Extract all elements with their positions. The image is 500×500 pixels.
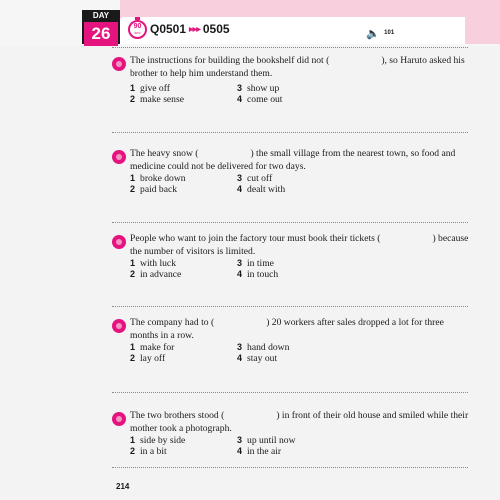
- option-text: hand down: [247, 342, 290, 353]
- option-1[interactable]: [130, 258, 176, 269]
- option-text: in the air: [247, 446, 282, 457]
- option-text: make sense: [140, 94, 184, 105]
- divider: [112, 306, 468, 307]
- question-text-before: The company had to (: [130, 317, 215, 328]
- option-1[interactable]: [130, 342, 174, 353]
- question-text-before: The two brothers stood (: [130, 410, 225, 421]
- option-1[interactable]: [130, 173, 186, 184]
- range-end: 0505: [202, 22, 230, 36]
- option-text: make for: [140, 342, 175, 353]
- timer-value: 90: [133, 23, 142, 30]
- option-4[interactable]: [237, 184, 285, 195]
- option-3[interactable]: [237, 258, 274, 269]
- option-number: 4: [237, 94, 243, 104]
- option-number: 1: [130, 258, 136, 268]
- option-text: paid back: [140, 184, 178, 195]
- timer-unit: sec: [134, 30, 141, 35]
- question-number-icon: [112, 412, 126, 426]
- option-number: 3: [237, 83, 243, 93]
- question-text: [130, 317, 470, 342]
- option-3[interactable]: [237, 173, 272, 184]
- page-number: 214: [116, 482, 130, 491]
- day-number: 26: [91, 24, 111, 43]
- option-number: 2: [130, 353, 136, 363]
- option-number: 4: [237, 446, 243, 456]
- option-text: broke down: [140, 173, 186, 184]
- question-text-after: ) the small village from the nearest town, so food and medicine could not be delivered for two days.: [130, 148, 456, 172]
- question-text: [130, 148, 470, 173]
- question-number-icon: [112, 319, 126, 333]
- option-3[interactable]: [237, 435, 296, 446]
- option-text: in time: [247, 258, 274, 269]
- question-text-after: ) 20 workers after sales dropped a lot for three months in a row.: [130, 317, 444, 341]
- option-number: 2: [130, 94, 136, 104]
- question-text-after: ), so Haruto asked his brother to help him understand them.: [130, 55, 465, 79]
- arrows-icon: ▶▶▶: [189, 27, 200, 34]
- option-text: lay off: [140, 353, 166, 364]
- divider: [112, 132, 468, 133]
- option-2[interactable]: [130, 269, 181, 280]
- divider: [112, 392, 468, 393]
- option-4[interactable]: [237, 353, 277, 364]
- option-1[interactable]: [130, 83, 170, 94]
- option-text: side by side: [140, 435, 186, 446]
- option-3[interactable]: [237, 342, 289, 353]
- option-2[interactable]: [130, 353, 165, 364]
- question-text-after: ) because the number of visitors is limited.: [130, 233, 469, 257]
- option-3[interactable]: [237, 83, 279, 94]
- option-number: 3: [237, 258, 243, 268]
- question-range: [150, 22, 230, 36]
- question-text: [130, 410, 470, 435]
- stopwatch-icon: [128, 20, 147, 39]
- question-text-before: The heavy snow (: [130, 148, 199, 159]
- option-text: stay out: [247, 353, 278, 364]
- option-number: 1: [130, 173, 136, 183]
- option-number: 3: [237, 435, 243, 445]
- option-text: in advance: [140, 269, 182, 280]
- option-number: 4: [237, 353, 243, 363]
- option-number: 4: [237, 269, 243, 279]
- option-text: with luck: [140, 258, 176, 269]
- option-number: 3: [237, 342, 243, 352]
- option-number: 2: [130, 184, 136, 194]
- speaker-icon: 🔈: [366, 28, 380, 40]
- option-text: up until now: [247, 435, 296, 446]
- option-2[interactable]: [130, 446, 167, 457]
- option-number: 1: [130, 83, 136, 93]
- option-4[interactable]: [237, 446, 281, 457]
- option-2[interactable]: [130, 94, 184, 105]
- question-number-icon: [112, 235, 126, 249]
- question-text-before: The instructions for building the bookshelf did not (: [130, 55, 330, 66]
- question-number-icon: [112, 150, 126, 164]
- option-text: show up: [247, 83, 280, 94]
- option-1[interactable]: [130, 435, 185, 446]
- option-text: give off: [140, 83, 170, 94]
- option-number: 1: [130, 342, 136, 352]
- option-number: 4: [237, 184, 243, 194]
- option-text: in a bit: [140, 446, 167, 457]
- option-number: 2: [130, 446, 136, 456]
- question-number-icon: [112, 57, 126, 71]
- option-text: dealt with: [247, 184, 286, 195]
- range-start: Q0501: [150, 22, 187, 36]
- option-number: 2: [130, 269, 136, 279]
- option-text: come out: [247, 94, 283, 105]
- audio-track[interactable]: [366, 24, 394, 42]
- question-text: [130, 55, 470, 80]
- question-text-after: ) in front of their old house and smiled while their mother took a photograph.: [130, 410, 469, 434]
- option-number: 3: [237, 173, 243, 183]
- option-4[interactable]: [237, 94, 282, 105]
- question-text: [130, 233, 470, 258]
- day-label: DAY: [92, 11, 110, 20]
- divider: [112, 222, 468, 223]
- question-text-before: People who want to join the factory tour must book their tickets (: [130, 233, 381, 244]
- option-text: cut off: [247, 173, 273, 184]
- option-number: 1: [130, 435, 136, 445]
- option-4[interactable]: [237, 269, 278, 280]
- divider: [112, 467, 468, 468]
- option-2[interactable]: [130, 184, 177, 195]
- option-text: in touch: [247, 269, 279, 280]
- divider: [112, 47, 468, 48]
- audio-track-number: 101: [384, 29, 395, 36]
